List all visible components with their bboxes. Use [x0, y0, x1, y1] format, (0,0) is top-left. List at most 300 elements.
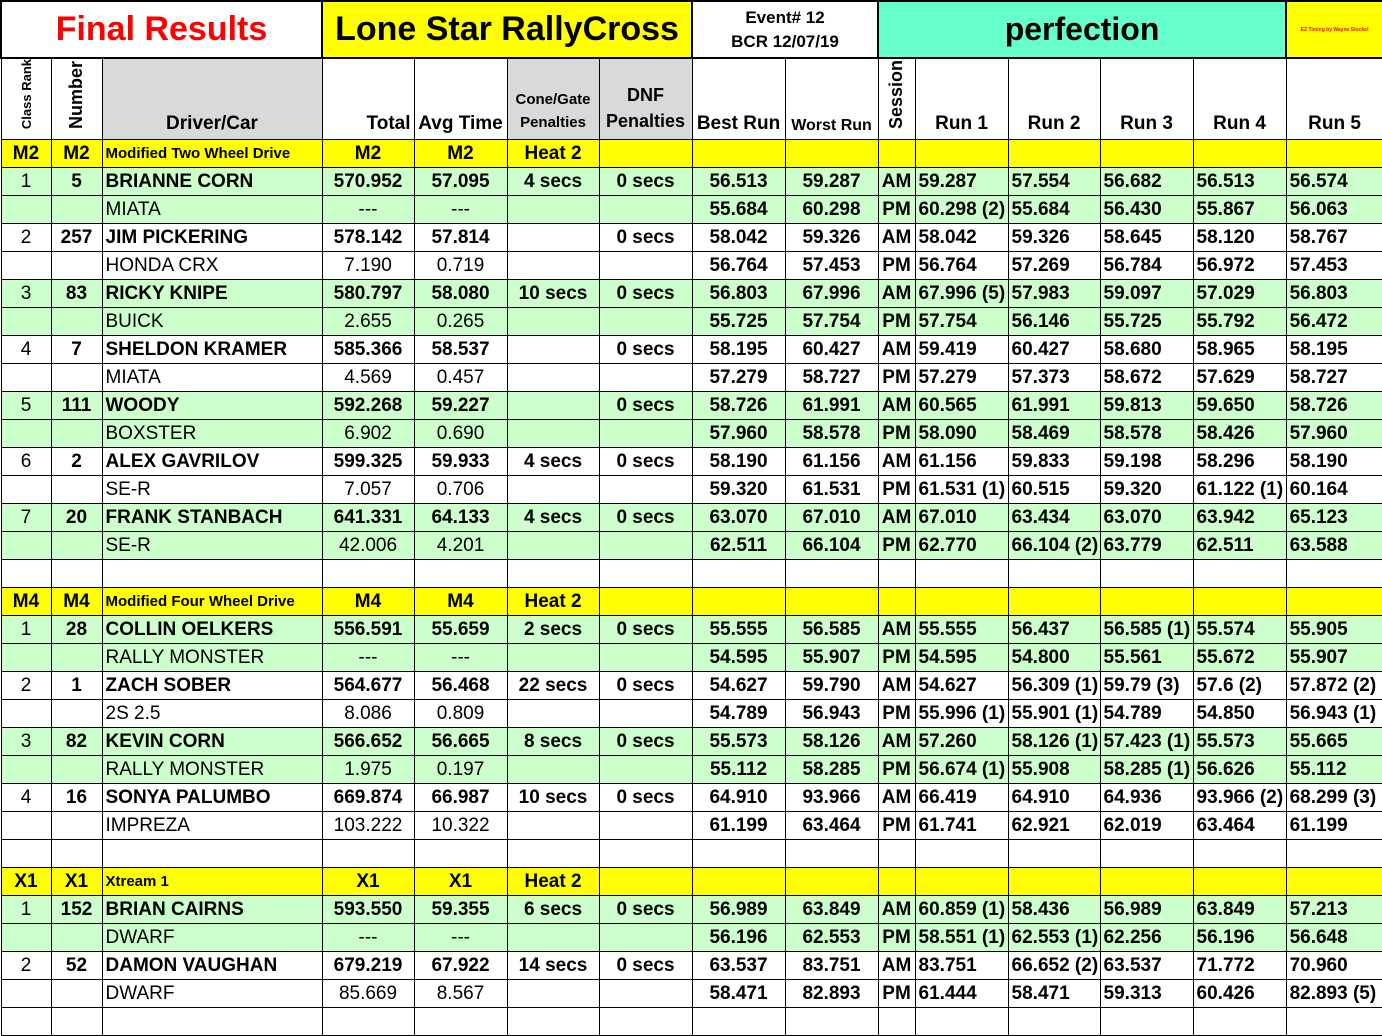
empty-cell [1, 700, 51, 728]
class-code: X1 [1, 868, 51, 896]
run-time: 62.019 [1100, 812, 1193, 840]
empty-cell [1193, 840, 1286, 868]
col-run5: Run 5 [1286, 58, 1382, 140]
diff-avg: 0.719 [414, 252, 507, 280]
empty-cell [1286, 1008, 1382, 1036]
empty-cell [1, 1008, 51, 1036]
empty-cell [915, 140, 1008, 168]
run-time: 60.426 [1193, 980, 1286, 1008]
session-label: AM [878, 952, 915, 980]
empty-cell [1100, 840, 1193, 868]
run-time: 55.792 [1193, 308, 1286, 336]
empty-cell [599, 308, 692, 336]
car-number: 82 [51, 728, 102, 756]
class-code: M4 [1, 588, 51, 616]
car-number: 2 [51, 448, 102, 476]
title-bar [1, 1, 1382, 58]
empty-cell [692, 560, 785, 588]
diff-avg: 0.809 [414, 700, 507, 728]
empty-cell [785, 588, 878, 616]
run-time: 62.921 [1008, 812, 1100, 840]
run-time: 57.029 [1193, 280, 1286, 308]
worst-run: 57.754 [785, 308, 878, 336]
run-time: 57.453 [1286, 252, 1382, 280]
empty-cell [507, 532, 599, 560]
empty-cell [1100, 588, 1193, 616]
dnf-penalties: 0 secs [599, 952, 692, 980]
worst-run: 60.427 [785, 336, 878, 364]
col-dnf-penalties: DNF Penalties [599, 58, 692, 140]
timing-credit: EZ Timing by Wayne Stockel [1286, 1, 1382, 58]
run-time: 59.326 [1008, 224, 1100, 252]
empty-cell [1, 476, 51, 504]
driver-name: BRIAN CAIRNS [102, 896, 322, 924]
class-total-header: M4 [322, 588, 414, 616]
run-time: 56.437 [1008, 616, 1100, 644]
empty-cell [599, 1008, 692, 1036]
car-name: BOXSTER [102, 420, 322, 448]
empty-cell [599, 140, 692, 168]
diff-total: --- [322, 924, 414, 952]
cone-penalties: 2 secs [507, 616, 599, 644]
run-time: 54.789 [1100, 700, 1193, 728]
diff-avg: 0.457 [414, 364, 507, 392]
column-header-row [1, 58, 1382, 140]
empty-cell [1193, 1008, 1286, 1036]
worst-run: 61.156 [785, 448, 878, 476]
run-time: 55.684 [1008, 196, 1100, 224]
run-time: 67.010 [915, 504, 1008, 532]
avg-time: 57.814 [414, 224, 507, 252]
cone-penalties: 10 secs [507, 784, 599, 812]
empty-cell [692, 1008, 785, 1036]
empty-cell [507, 196, 599, 224]
run-time: 59.287 [915, 168, 1008, 196]
run-time: 61.156 [915, 448, 1008, 476]
best-run: 55.725 [692, 308, 785, 336]
run-time: 55.907 [1286, 644, 1382, 672]
diff-total: 7.190 [322, 252, 414, 280]
run-time: 57.983 [1008, 280, 1100, 308]
event-number: Event# 12 [745, 7, 825, 27]
dnf-penalties: 0 secs [599, 616, 692, 644]
series-title: Lone Star RallyCross [322, 1, 692, 58]
diff-total: 42.006 [322, 532, 414, 560]
driver-row [1, 448, 1382, 476]
empty-cell [51, 980, 102, 1008]
empty-cell [414, 840, 507, 868]
run-time: 61.991 [1008, 392, 1100, 420]
empty-cell [102, 560, 322, 588]
best-run: 58.195 [692, 336, 785, 364]
empty-cell [785, 140, 878, 168]
empty-cell [507, 812, 599, 840]
heat-label: Heat 2 [507, 868, 599, 896]
empty-cell [915, 560, 1008, 588]
run-time: 82.893 (5) [1286, 980, 1382, 1008]
best-run: 56.764 [692, 252, 785, 280]
cone-penalties [507, 224, 599, 252]
car-number: 20 [51, 504, 102, 532]
car-number: 5 [51, 168, 102, 196]
avg-time: 59.227 [414, 392, 507, 420]
empty-cell [785, 840, 878, 868]
empty-cell [1008, 868, 1100, 896]
car-row [1, 812, 1382, 840]
cone-penalties: 4 secs [507, 504, 599, 532]
driver-row [1, 616, 1382, 644]
driver-row [1, 392, 1382, 420]
class-rank: 1 [1, 168, 51, 196]
dnf-penalties: 0 secs [599, 672, 692, 700]
diff-avg: --- [414, 644, 507, 672]
run-time: 55.665 [1286, 728, 1382, 756]
run-time: 60.515 [1008, 476, 1100, 504]
driver-name: WOODY [102, 392, 322, 420]
empty-cell [1193, 140, 1286, 168]
run-time: 54.850 [1193, 700, 1286, 728]
col-run3: Run 3 [1100, 58, 1193, 140]
run-time: 58.767 [1286, 224, 1382, 252]
dnf-penalties: 0 secs [599, 336, 692, 364]
total-time: 599.325 [322, 448, 414, 476]
run-time: 59.419 [915, 336, 1008, 364]
event-info [692, 1, 878, 58]
diff-total: 1.975 [322, 756, 414, 784]
empty-cell [414, 560, 507, 588]
run-time: 62.553 (1) [1008, 924, 1100, 952]
driver-name: ALEX GAVRILOV [102, 448, 322, 476]
empty-cell [1, 364, 51, 392]
class-rank: 2 [1, 952, 51, 980]
empty-cell [1, 980, 51, 1008]
class-rank: 1 [1, 896, 51, 924]
best-run: 63.537 [692, 952, 785, 980]
run-time: 63.588 [1286, 532, 1382, 560]
empty-cell [915, 868, 1008, 896]
run-time: 59.833 [1008, 448, 1100, 476]
car-number: 83 [51, 280, 102, 308]
best-run: 54.789 [692, 700, 785, 728]
empty-cell [507, 420, 599, 448]
driver-name: FRANK STANBACH [102, 504, 322, 532]
empty-cell [915, 588, 1008, 616]
col-run4: Run 4 [1193, 58, 1286, 140]
empty-cell [322, 560, 414, 588]
diff-avg: 4.201 [414, 532, 507, 560]
best-run: 56.803 [692, 280, 785, 308]
total-time: 592.268 [322, 392, 414, 420]
empty-cell [1, 924, 51, 952]
driver-row [1, 224, 1382, 252]
run-time: 57.6 (2) [1193, 672, 1286, 700]
empty-cell [51, 1008, 102, 1036]
best-run: 55.573 [692, 728, 785, 756]
session-label: PM [878, 812, 915, 840]
worst-run: 61.991 [785, 392, 878, 420]
run-time: 56.972 [1193, 252, 1286, 280]
empty-cell [322, 840, 414, 868]
run-time: 67.996 (5) [915, 280, 1008, 308]
run-time: 58.436 [1008, 896, 1100, 924]
session-label: PM [878, 532, 915, 560]
spacer-row [1, 560, 1382, 588]
empty-cell [599, 812, 692, 840]
avg-time: 66.987 [414, 784, 507, 812]
diff-avg: 0.690 [414, 420, 507, 448]
worst-run: 59.326 [785, 224, 878, 252]
run-time: 93.966 (2) [1193, 784, 1286, 812]
cone-penalties: 8 secs [507, 728, 599, 756]
car-number: 16 [51, 784, 102, 812]
dnf-penalties: 0 secs [599, 392, 692, 420]
class-total-header: M2 [322, 140, 414, 168]
diff-total: 4.569 [322, 364, 414, 392]
run-time: 56.648 [1286, 924, 1382, 952]
run-time: 58.195 [1286, 336, 1382, 364]
empty-cell [51, 812, 102, 840]
empty-cell [599, 532, 692, 560]
run-time: 55.996 (1) [915, 700, 1008, 728]
run-time: 61.122 (1) [1193, 476, 1286, 504]
car-name: BUICK [102, 308, 322, 336]
car-row [1, 700, 1382, 728]
run-time: 56.196 [1193, 924, 1286, 952]
worst-run: 67.010 [785, 504, 878, 532]
run-time: 62.511 [1193, 532, 1286, 560]
best-run: 58.726 [692, 392, 785, 420]
empty-cell [1, 840, 51, 868]
empty-cell [878, 1008, 915, 1036]
run-time: 58.126 (1) [1008, 728, 1100, 756]
cone-penalties: 4 secs [507, 168, 599, 196]
run-time: 63.942 [1193, 504, 1286, 532]
run-time: 66.652 (2) [1008, 952, 1100, 980]
run-time: 58.965 [1193, 336, 1286, 364]
run-time: 62.256 [1100, 924, 1193, 952]
empty-cell [51, 420, 102, 448]
class-code-number: M4 [51, 588, 102, 616]
car-number: 28 [51, 616, 102, 644]
empty-cell [599, 700, 692, 728]
empty-cell [51, 644, 102, 672]
empty-cell [785, 560, 878, 588]
cone-penalties: 22 secs [507, 672, 599, 700]
best-run: 58.042 [692, 224, 785, 252]
total-time: 679.219 [322, 952, 414, 980]
run-time: 58.296 [1193, 448, 1286, 476]
run-time: 58.090 [915, 420, 1008, 448]
car-number: 1 [51, 672, 102, 700]
best-run: 55.555 [692, 616, 785, 644]
run-time: 56.674 (1) [915, 756, 1008, 784]
best-run: 58.190 [692, 448, 785, 476]
empty-cell [507, 308, 599, 336]
worst-run: 62.553 [785, 924, 878, 952]
empty-cell [102, 840, 322, 868]
run-time: 56.430 [1100, 196, 1193, 224]
run-time: 58.042 [915, 224, 1008, 252]
empty-cell [599, 868, 692, 896]
class-rank: 5 [1, 392, 51, 420]
heat-label: Heat 2 [507, 140, 599, 168]
session-label: PM [878, 364, 915, 392]
empty-cell [507, 252, 599, 280]
best-run: 64.910 [692, 784, 785, 812]
best-run: 57.279 [692, 364, 785, 392]
best-run: 62.511 [692, 532, 785, 560]
run-time: 58.285 (1) [1100, 756, 1193, 784]
car-name: IMPREZA [102, 812, 322, 840]
driver-row [1, 728, 1382, 756]
run-time: 58.578 [1100, 420, 1193, 448]
car-number: 7 [51, 336, 102, 364]
run-time: 55.908 [1008, 756, 1100, 784]
run-time: 58.190 [1286, 448, 1382, 476]
session-label: PM [878, 980, 915, 1008]
best-run: 54.627 [692, 672, 785, 700]
run-time: 57.872 (2) [1286, 672, 1382, 700]
empty-cell [1286, 840, 1382, 868]
empty-cell [1, 644, 51, 672]
run-time: 64.910 [1008, 784, 1100, 812]
run-time: 58.471 [1008, 980, 1100, 1008]
empty-cell [1286, 868, 1382, 896]
run-time: 61.531 (1) [915, 476, 1008, 504]
run-time: 59.79 (3) [1100, 672, 1193, 700]
empty-cell [507, 840, 599, 868]
diff-total: --- [322, 644, 414, 672]
dnf-penalties: 0 secs [599, 784, 692, 812]
empty-cell [1193, 560, 1286, 588]
run-time: 55.573 [1193, 728, 1286, 756]
run-time: 58.680 [1100, 336, 1193, 364]
class-avg-header: M2 [414, 140, 507, 168]
run-time: 56.146 [1008, 308, 1100, 336]
diff-total: 7.057 [322, 476, 414, 504]
run-time: 55.574 [1193, 616, 1286, 644]
col-session: Session [878, 58, 915, 140]
run-time: 58.551 (1) [915, 924, 1008, 952]
driver-name: BRIANNE CORN [102, 168, 322, 196]
car-row [1, 364, 1382, 392]
empty-cell [51, 196, 102, 224]
worst-run: 55.907 [785, 644, 878, 672]
empty-cell [507, 364, 599, 392]
class-rank: 1 [1, 616, 51, 644]
empty-cell [599, 476, 692, 504]
run-time: 55.112 [1286, 756, 1382, 784]
session-label: AM [878, 448, 915, 476]
run-time: 57.269 [1008, 252, 1100, 280]
car-name: DWARF [102, 924, 322, 952]
best-run: 57.960 [692, 420, 785, 448]
run-time: 58.726 [1286, 392, 1382, 420]
total-time: 585.366 [322, 336, 414, 364]
empty-cell [692, 868, 785, 896]
avg-time: 56.468 [414, 672, 507, 700]
session-label: AM [878, 784, 915, 812]
avg-time: 56.665 [414, 728, 507, 756]
run-time: 55.905 [1286, 616, 1382, 644]
car-name: SE-R [102, 532, 322, 560]
run-time: 59.097 [1100, 280, 1193, 308]
cone-penalties: 10 secs [507, 280, 599, 308]
diff-avg: 0.706 [414, 476, 507, 504]
empty-cell [51, 532, 102, 560]
driver-name: JIM PICKERING [102, 224, 322, 252]
class-rank: 2 [1, 672, 51, 700]
run-time: 63.434 [1008, 504, 1100, 532]
class-name: Modified Four Wheel Drive [102, 588, 322, 616]
avg-time: 58.080 [414, 280, 507, 308]
car-number: 111 [51, 392, 102, 420]
class-header-row [1, 588, 1382, 616]
empty-cell [507, 700, 599, 728]
empty-cell [102, 1008, 322, 1036]
car-row [1, 252, 1382, 280]
run-time: 54.800 [1008, 644, 1100, 672]
driver-name: ZACH SOBER [102, 672, 322, 700]
car-row [1, 476, 1382, 504]
run-time: 66.419 [915, 784, 1008, 812]
avg-time: 64.133 [414, 504, 507, 532]
diff-avg: --- [414, 924, 507, 952]
worst-run: 63.849 [785, 896, 878, 924]
class-name: Xtream 1 [102, 868, 322, 896]
avg-time: 55.659 [414, 616, 507, 644]
run-time: 62.770 [915, 532, 1008, 560]
empty-cell [1008, 840, 1100, 868]
empty-cell [1, 756, 51, 784]
run-time: 55.672 [1193, 644, 1286, 672]
run-time: 60.565 [915, 392, 1008, 420]
empty-cell [51, 560, 102, 588]
worst-run: 60.298 [785, 196, 878, 224]
empty-cell [1, 196, 51, 224]
diff-total: 2.655 [322, 308, 414, 336]
run-time: 56.784 [1100, 252, 1193, 280]
col-total: Total [322, 58, 414, 140]
run-time: 58.469 [1008, 420, 1100, 448]
class-total-header: X1 [322, 868, 414, 896]
empty-cell [599, 924, 692, 952]
run-time: 56.626 [1193, 756, 1286, 784]
class-rank: 3 [1, 280, 51, 308]
driver-name: SHELDON KRAMER [102, 336, 322, 364]
class-avg-header: M4 [414, 588, 507, 616]
dnf-penalties: 0 secs [599, 280, 692, 308]
run-time: 58.120 [1193, 224, 1286, 252]
empty-cell [692, 840, 785, 868]
session-label: PM [878, 476, 915, 504]
diff-avg: 0.265 [414, 308, 507, 336]
run-time: 63.070 [1100, 504, 1193, 532]
driver-name: SONYA PALUMBO [102, 784, 322, 812]
col-worst-run: Worst Run [785, 58, 878, 140]
class-rank: 7 [1, 504, 51, 532]
class-name: Modified Two Wheel Drive [102, 140, 322, 168]
run-time: 66.104 (2) [1008, 532, 1100, 560]
dnf-penalties: 0 secs [599, 168, 692, 196]
run-time: 59.650 [1193, 392, 1286, 420]
empty-cell [878, 840, 915, 868]
car-name: RALLY MONSTER [102, 756, 322, 784]
run-time: 57.423 (1) [1100, 728, 1193, 756]
run-time: 59.813 [1100, 392, 1193, 420]
run-time: 61.199 [1286, 812, 1382, 840]
run-time: 57.629 [1193, 364, 1286, 392]
